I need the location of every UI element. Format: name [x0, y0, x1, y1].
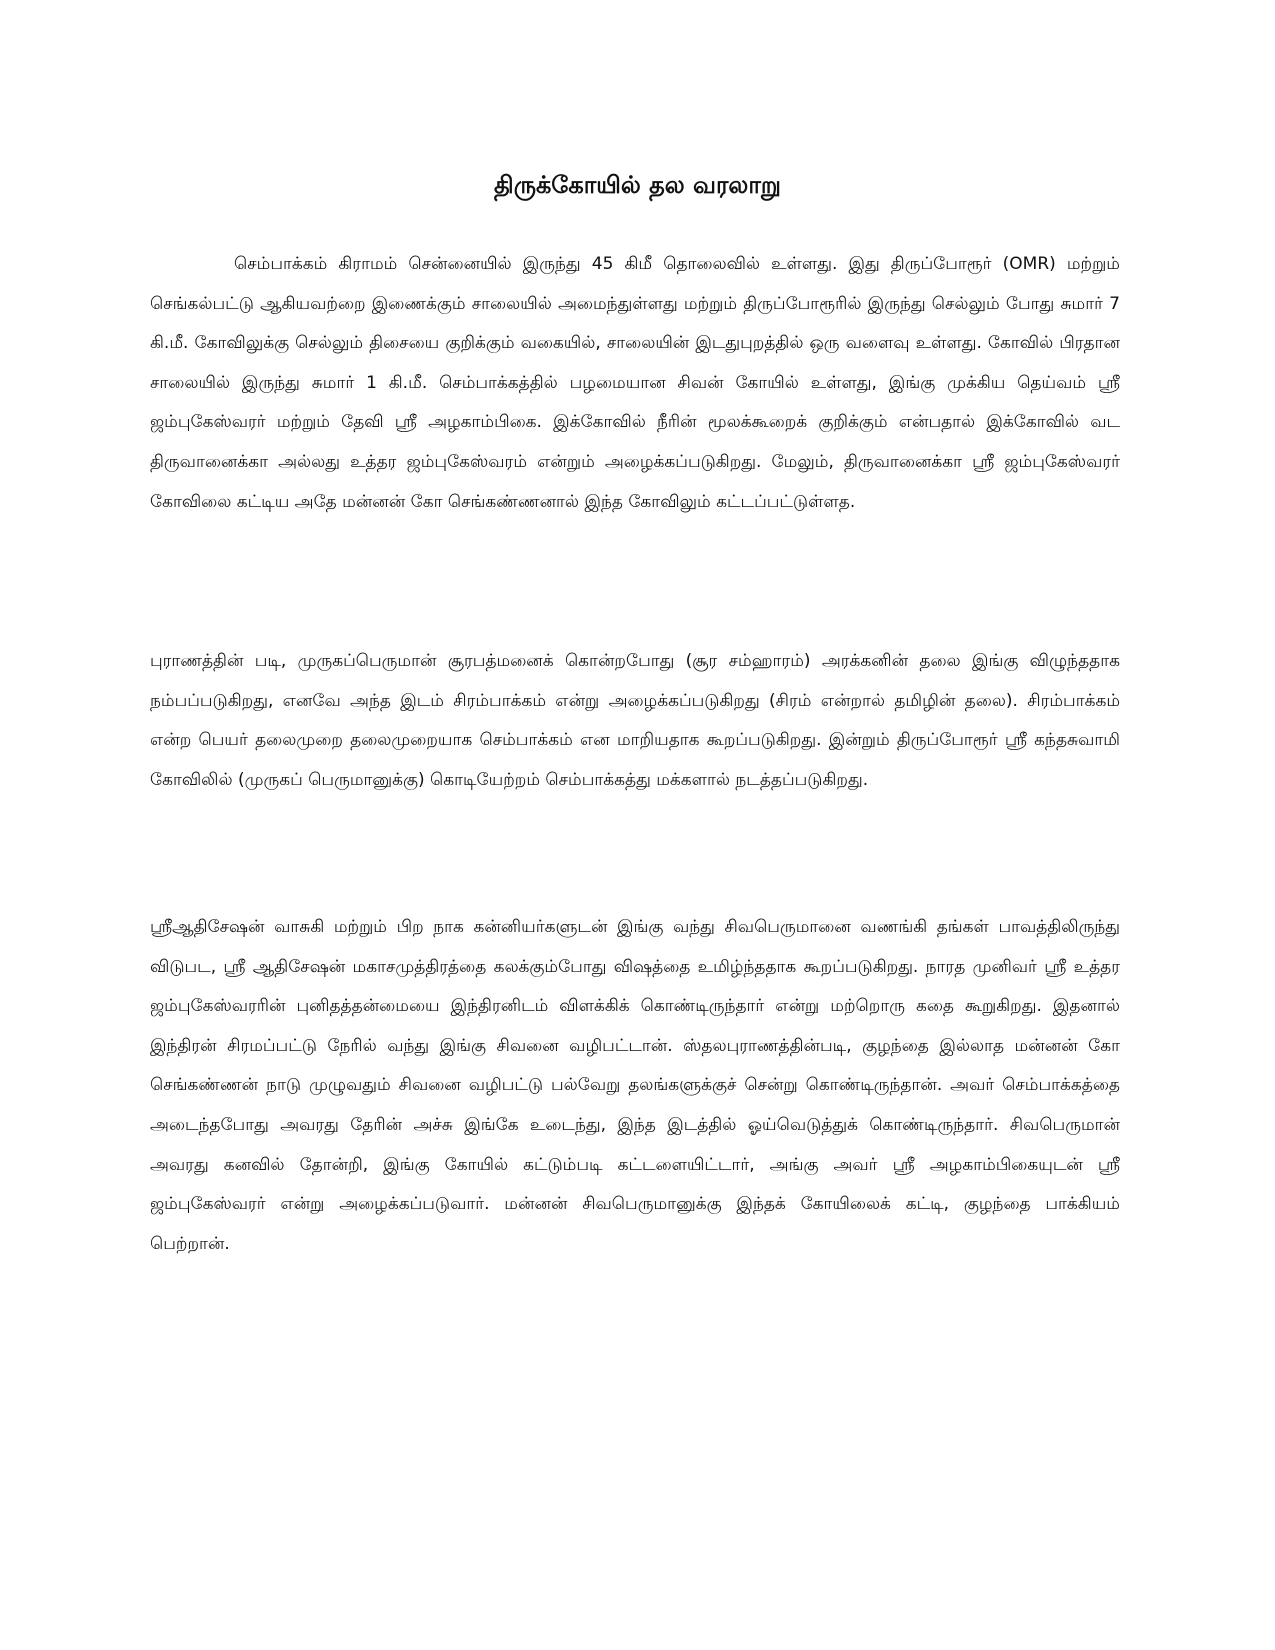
- page-title: திருக்கோயில் தல வரலாறு: [494, 171, 781, 199]
- paragraph-village-location: செம்பாக்கம் கிராமம் சென்னையில் இருந்து 45 கிமீ தொலைவில் உள்ளது. இது திருப்போரூர் (OMR) மற்றும் செங்கல்பட்டு ஆகியவற்றை இணைக்கும் சாலையில் அமைந்துள்ளது மற்றும் திருப்போரூரில் இருந்து செல்லும் போது சுமார் 7 கி.மீ. கோவிலுக்கு செல்லும் திசையை குறிக்கும் வகையில், சாலையின் இடதுபுறத்தில் ஒரு வளைவு உள்ளது. கோவில் பிரதான சாலையில் இருந்து சுமார் 1 கி.மீ. செம்பாக்கத்தில் பழமையான சிவன் கோயில் உள்ளது, இங்கு முக்கிய தெய்வம் ஸ்ரீ ஜம்புகேஸ்வரர் மற்றும் தேவி ஸ்ரீ அழகாம்பிகை. இக்கோவில் நீரின் மூலக்கூறைக் குறிக்கும் என்பதால் இக்கோவில் வட திருவானைக்கா அல்லது உத்தர ஜம்புகேஸ்வரம் என்றும் அழைக்கப்படுகிறது. மேலும், திருவானைக்கா ஸ்ரீ ஜம்புகேஸ்வரர் கோவிலை கட்டிய அதே மன்னன் கோ செங்கண்ணனால் இந்த கோவிலும் கட்டப்பட்டுள்ளத.: [150, 254, 1120, 512]
- paragraph-sthala-purana: ஸ்ரீஆதிசேஷன் வாசுகி மற்றும் பிற நாக கன்னியர்களுடன் இங்கு வந்து சிவபெருமானை வணங்கி தங்கள் பாவத்திலிருந்து விடுபட, ஸ்ரீ ஆதிசேஷன் மகாசமுத்திரத்தை கலக்கும்போது விஷத்தை உமிழ்ந்ததாக கூறப்படுகிறது. நாரத முனிவர் ஸ்ரீ உத்தர ஜம்புகேஸ்வரரின் புனிதத்தன்மையை இந்திரனிடம் விளக்கிக் கொண்டிருந்தார் என்று மற்றொரு கதை கூறுகிறது. இதனால் இந்திரன் சிரமப்பட்டு நேரில் வந்து இங்கு சிவனை வழிபட்டான். ஸ்தலபுராணத்தின்படி, குழந்தை இல்லாத மன்னன் கோ செங்கண்ணன் நாடு முழுவதும் சிவனை வழிபட்டு பல்வேறு தலங்களுக்குச் சென்று கொண்டிருந்தான். அவர் செம்பாக்கத்தை அடைந்தபோது அவரது தேரின் அச்சு இங்கே உடைந்து, இந்த இடத்தில் ஓய்வெடுத்துக் கொண்டிருந்தார். சிவபெருமான் அவரது கனவில் தோன்றி, இங்கு கோயில் கட்டும்படி கட்டளையிட்டார், அங்கு அவர் ஸ்ரீ அழகாம்பிகையுடன் ஸ்ரீ ஜம்புகேஸ்வரர் என்று அழைக்கப்படுவார். மன்னன் சிவபெருமானுக்கு இந்தக் கோயிலைக் கட்டி, குழந்தை பாக்கியம் பெற்றான்.: [150, 917, 1120, 1254]
- paragraph-purana-legend: புராணத்தின் படி, முருகப்பெருமான் சூரபத்மனைக் கொன்றபோது (சூர சம்ஹாரம்) அரக்கனின் தலை இங்கு விழுந்ததாக நம்பப்படுகிறது, எனவே அந்த இடம் சிரம்பாக்கம் என்று அழைக்கப்படுகிறது (சிரம் என்றால் தமிழின் தலை). சிரம்பாக்கம் என்ற பெயர் தலைமுறை தலைமுறையாக செம்பாக்கம் என மாறியதாக கூறப்படுகிறது. இன்றும் திருப்போரூர் ஸ்ரீ கந்தசுவாமி கோவிலில் (முருகப் பெருமானுக்கு) கொடியேற்றம் செம்பாக்கத்து மக்களால் நடத்தப்படுகிறது.: [150, 651, 1120, 790]
